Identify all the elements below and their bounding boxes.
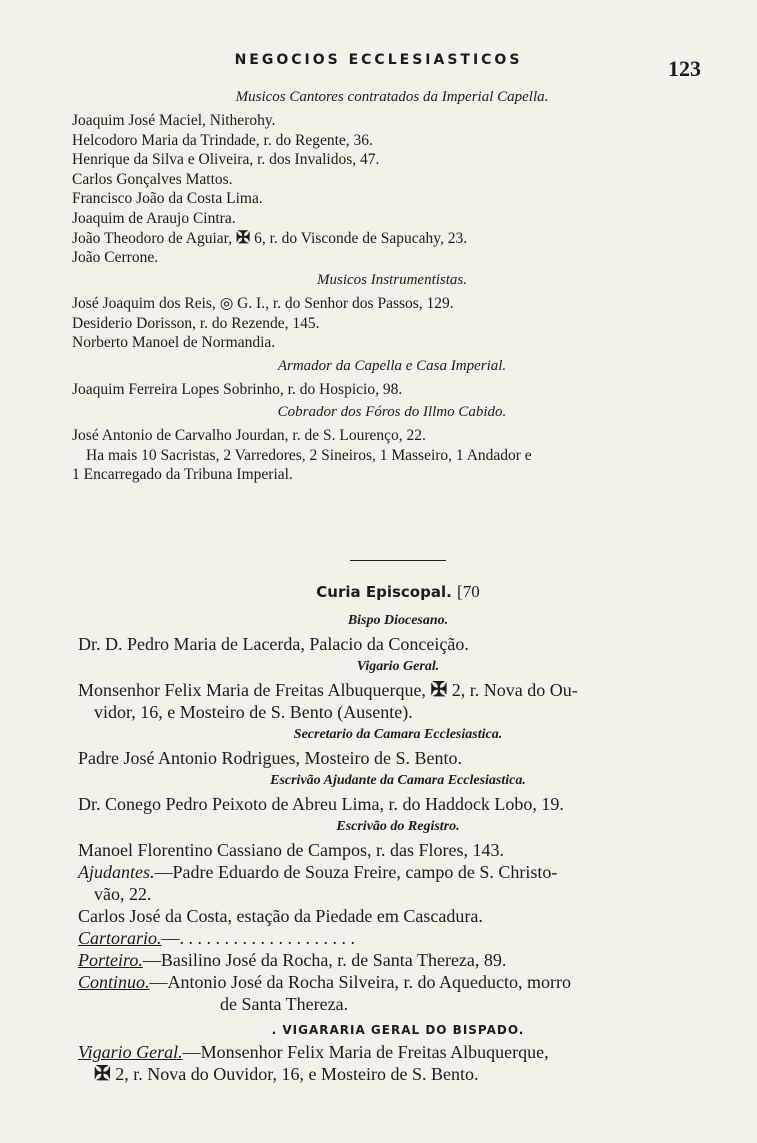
heading-armador: Armador da Capella e Casa Imperial. [277, 357, 507, 374]
entry-text: —. . . . . . . . . . . . . . . . . . . . [161, 928, 356, 948]
entry-instrumentista: Desiderio Dorisson, r. do Rezende, 145. [72, 314, 320, 332]
entry-text: —Antonio José da Rocha Silveira, r. do Aqueducto, morro [149, 972, 571, 992]
heading-musicos-instrumentistas: Musicos Instrumentistas. [317, 272, 467, 288]
page-number: 123 [668, 56, 701, 81]
entry-text: 2, r. Nova do Ouvidor, 16, e Mosteiro de S. Bento. [115, 1064, 479, 1084]
entry-cobrador: José Antonio de Carvalho Jourdan, r. de S. Lourenço, 22. [72, 427, 426, 444]
entry-cantor: Joaquim José Maciel, Nitherohy. [72, 112, 276, 129]
curia-title [78, 575, 718, 609]
label-vigario-geral: Vigario Geral. [78, 1042, 183, 1062]
entry-vigario [78, 679, 718, 701]
entry-continuo [78, 971, 718, 993]
note-staff-cont: 1 Encarregado da Tribuna Imperial. [72, 466, 293, 483]
running-title: NEGOCIOS ECCLESIASTICOS [234, 52, 523, 68]
note-staff: Ha mais 10 Sacristas, 2 Varredores, 2 Sineiros, 1 Masseiro, 1 Andador e [86, 446, 532, 464]
entry-porteiro [78, 949, 718, 971]
entry-text: —Monsenhor Felix Maria de Freitas Albuquerque, [182, 1042, 549, 1062]
entry-text: José Joaquim dos Reis, [72, 295, 216, 312]
heading-cobrador: Cobrador dos Fóros do Illmo Cabido. [277, 404, 507, 420]
entry-ajudantes-cont: vão, 22. [94, 884, 152, 904]
entry-secretario: Padre José Antonio Rodrigues, Mosteiro de S. Bento. [78, 748, 462, 768]
entry-cantor: Joaquim de Araujo Cintra. [72, 209, 236, 227]
entry-text: Monsenhor Felix Maria de Freitas Albuquerque, [78, 680, 426, 700]
circle-badge-icon: ◎ [219, 295, 234, 312]
entry-instrumentista: Norberto Manoel de Normandia. [72, 334, 276, 351]
entry-armador: Joaquim Ferreira Lopes Sobrinho, r. do Hospicio, 98. [72, 380, 403, 398]
heading-bispo: Bispo Diocesano. [347, 613, 449, 628]
entry-text: G. I., r. do Senhor dos Passos, 129. [237, 295, 454, 312]
order-badge-icon: ✠ [235, 228, 251, 247]
maltese-cross-icon: ✠ [94, 1063, 111, 1085]
entry-text: 2, r. Nova do Ou- [451, 680, 578, 700]
section-capella [72, 84, 712, 485]
entry-bispo: Dr. D. Pedro Maria de Lacerda, Palacio da Conceição. [78, 634, 469, 654]
label-porteiro: Porteiro. [78, 950, 143, 970]
heading-secretario: Secretario da Camara Ecclesiastica. [293, 727, 503, 742]
entry-continuo-cont: de Santa Thereza. [220, 994, 349, 1014]
entry-cantor: Helcodoro Maria da Trindade, r. do Regente, 36. [72, 131, 373, 149]
label-ajudantes: Ajudantes. [78, 862, 155, 882]
heading-musicos-cantores: Musicos Cantores contratados da Imperial Capella. [235, 89, 549, 105]
label-cartorario: Cartorario. [78, 928, 162, 948]
entry-cartorario [78, 927, 718, 949]
curia-title-text: Curia Episcopal. [316, 583, 452, 601]
entry-cantor: Francisco João da Costa Lima. [72, 190, 263, 207]
entry-carlos: Carlos José da Costa, estação da Piedade em Cascadura. [78, 906, 483, 926]
entry-text: João Theodoro de Aguiar, [72, 230, 233, 247]
entry-ajudantes [78, 861, 718, 883]
section-curia [78, 548, 718, 1085]
entry-cantor: Carlos Gonçalves Mattos. [72, 170, 233, 188]
entry-text: 6, r. do Visconde de Sapucahy, 23. [254, 230, 468, 247]
heading-escrivao-registro: Escrivão do Registro. [336, 819, 460, 834]
section-divider [350, 560, 446, 561]
label-continuo: Continuo. [78, 972, 150, 992]
entry-escrivao-ajudante: Dr. Conego Pedro Peixoto de Abreu Lima, r. do Haddock Lobo, 19. [78, 794, 564, 814]
entry-escrivao-registro: Manoel Florentino Cassiano de Campos, r. das Flores, 143. [78, 840, 504, 860]
entry-cantor: Henrique da Silva e Oliveira, r. dos Invalidos, 47. [72, 151, 380, 168]
entry-vigario-cont: vidor, 16, e Mosteiro de S. Bento (Ausente). [94, 702, 413, 722]
maltese-cross-icon: ✠ [430, 679, 448, 701]
heading-vigararia: . VIGARARIA GERAL DO BISPADO. [271, 1023, 525, 1037]
entry-vigararia-cont [78, 1063, 718, 1085]
entry-instrumentista-reis [72, 294, 712, 314]
heading-vigario: Vigario Geral. [356, 659, 440, 674]
curia-bracket-number: [70 [457, 582, 480, 601]
heading-escrivao-ajudante: Escrivão Ajudante da Camara Ecclesiastica. [270, 773, 526, 788]
entry-text: —Basilino José da Rocha, r. de Santa Thereza, 89. [142, 950, 507, 970]
entry-text: —Padre Eduardo de Souza Freire, campo de S. Christo- [154, 862, 558, 882]
entry-cantor: João Cerrone. [72, 248, 159, 266]
entry-vigararia [78, 1041, 718, 1063]
entry-cantor-joao-theodoro [72, 228, 712, 248]
